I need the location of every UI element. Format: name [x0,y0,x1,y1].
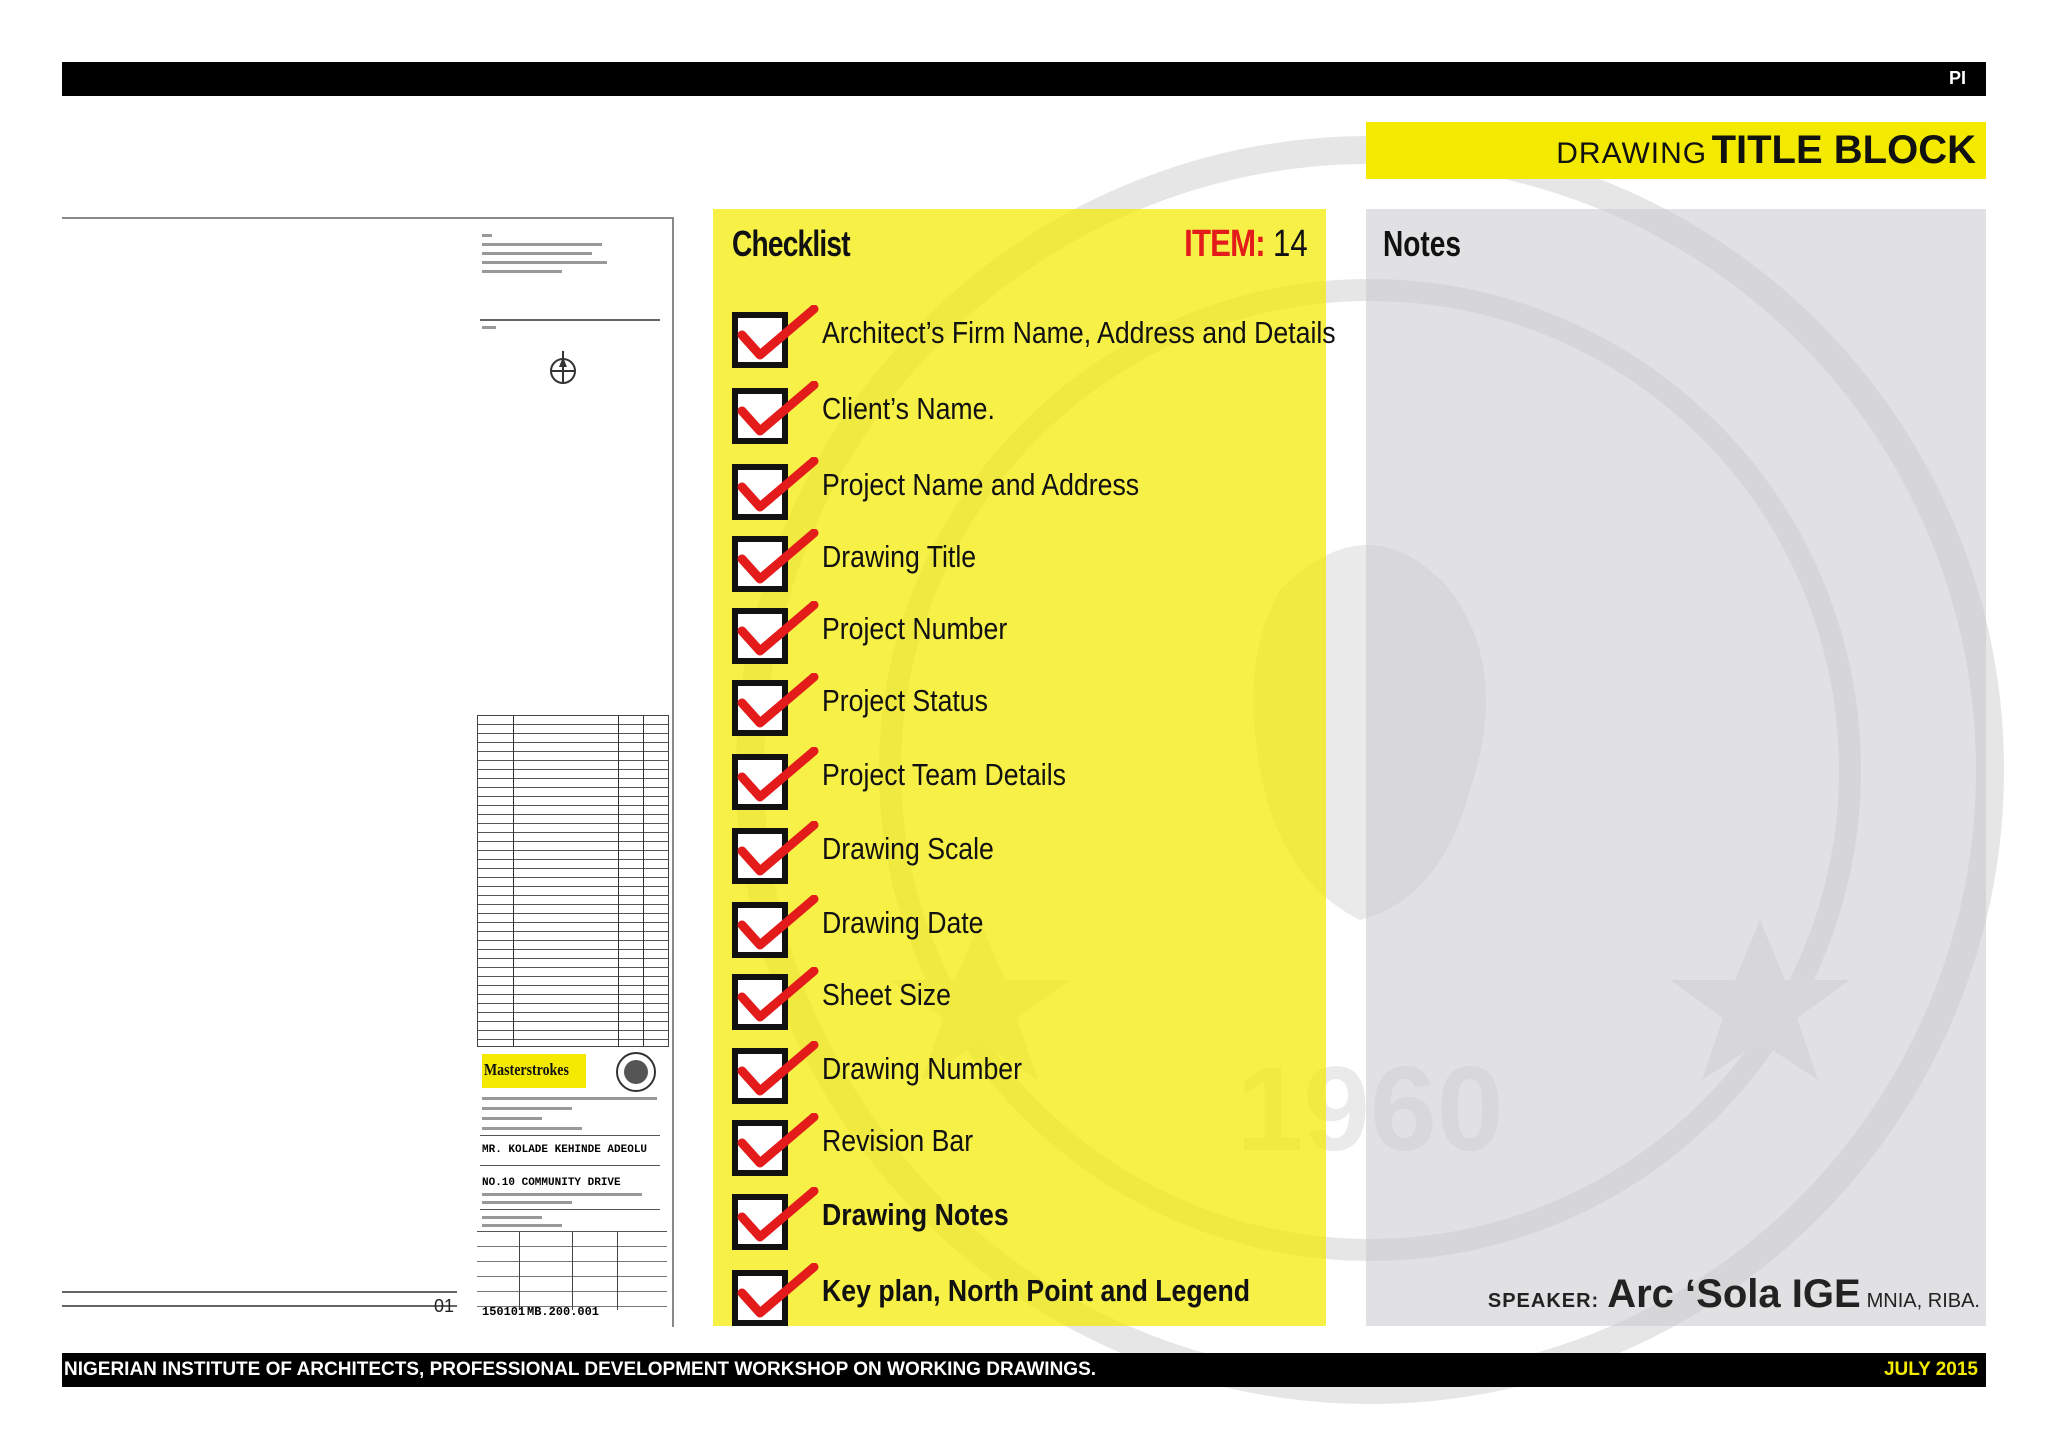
checkbox-checked-icon [732,967,822,1031]
firm-logo: Masterstrokes [482,1054,586,1088]
checklist-item [732,1113,1322,1173]
checkbox-checked-icon [732,821,822,885]
checklist-item [732,601,1322,661]
checklist-item-label: Sheet Size [822,977,951,1012]
checklist-item-label: Drawing Title [822,539,977,574]
project-address-text: NO.10 COMMUNITY DRIVE [482,1177,621,1189]
institute-stamp-icon [615,1051,657,1093]
checklist-item [732,457,1322,517]
checklist-item [732,381,1322,441]
item-label: ITEM: [1184,223,1266,265]
checklist-item-label: Client’s Name. [822,391,995,426]
checkbox-checked-icon [732,529,822,593]
item-number: 14 [1273,223,1308,265]
title-banner [1366,122,1986,179]
sheet-number: 01 [434,1296,455,1316]
checklist-item [732,305,1336,365]
checklist-item-label: Project Team Details [822,757,1066,792]
checklist-item [732,747,1322,807]
item-indicator [1184,223,1308,266]
title-prefix: DRAWING [1556,137,1708,170]
checklist-item-label: Revision Bar [822,1123,974,1158]
checklist-item-label: Drawing Date [822,905,984,940]
checkbox-checked-icon [732,1263,822,1327]
footer-bar [62,1353,1986,1387]
revision-table [477,715,669,1047]
checklist-panel [713,209,1336,1326]
speaker-credit [1366,1272,1980,1317]
checkbox-checked-icon [732,601,822,665]
speaker-credentials: MNIA, RIBA. [1866,1290,1980,1312]
checkbox-checked-icon [732,895,822,959]
slide-code: PI [1948,68,1966,88]
checkbox-checked-icon [732,1113,822,1177]
drawing-number-text: MB.200.001 [527,1305,600,1319]
checkbox-checked-icon [732,381,822,445]
speaker-name: Arc ‘Sola IGE [1607,1272,1861,1316]
checklist-item [732,1263,1322,1323]
project-number-text: 150101 [482,1305,526,1319]
checkbox-checked-icon [732,305,822,369]
checklist-item-label: Drawing Number [822,1051,1023,1086]
checklist-item-label: Project Status [822,683,988,718]
checklist-item [732,529,1322,589]
footer-date: JULY 2015 [1883,1359,1978,1380]
checklist-item [732,821,1322,881]
checklist-item-label: Project Name and Address [822,467,1140,502]
title-main: TITLE BLOCK [1711,128,1976,172]
checklist-item-label: Drawing Notes [822,1197,1009,1232]
checklist-item-label: Project Number [822,611,1008,646]
checklist-item [732,1041,1322,1101]
checklist-item-label: Drawing Scale [822,831,994,866]
checklist-item [732,895,1322,955]
checkbox-checked-icon [732,457,822,521]
checkbox-checked-icon [732,1041,822,1105]
checklist-heading: Checklist [732,223,850,264]
drawing-sheet [62,217,674,1327]
top-bar [62,62,1986,96]
footer-text: NIGERIAN INSTITUTE OF ARCHITECTS, PROFESSIONAL DEVELOPMENT WORKSHOP ON WORKING DRAWINGS. [64,1359,1097,1380]
checklist-item-label: Key plan, North Point and Legend [822,1273,1251,1308]
title-block-grid [477,1231,667,1310]
checkbox-checked-icon [732,747,822,811]
checkbox-checked-icon [732,1187,822,1251]
checklist-item-label: Architect’s Firm Name, Address and Details [822,315,1336,350]
client-name-text: MR. KOLADE KEHINDE ADEOLU [482,1144,648,1156]
checklist-item [732,967,1322,1027]
checklist-item [732,673,1322,733]
north-point-icon [548,347,578,387]
checkbox-checked-icon [732,673,822,737]
notes-heading: Notes [1383,223,1462,264]
checklist-item [732,1187,1322,1247]
notes-panel [1366,209,1986,1326]
speaker-label: SPEAKER: [1487,1290,1600,1312]
